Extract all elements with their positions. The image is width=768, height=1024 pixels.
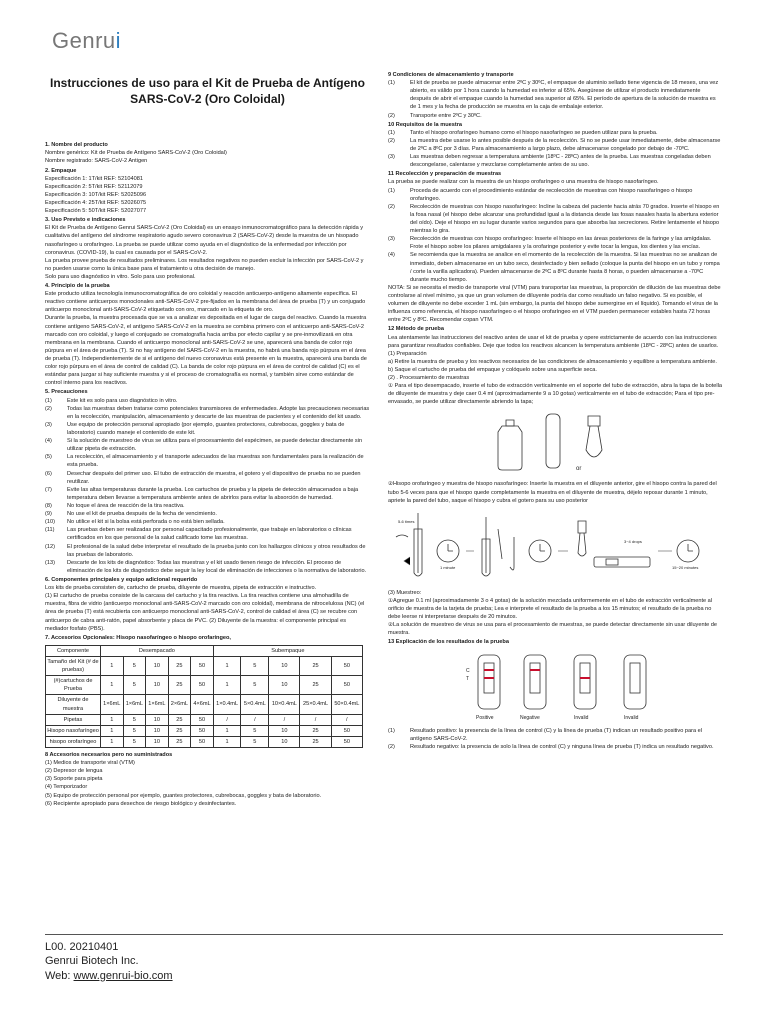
table-cell: 5 <box>241 676 269 695</box>
right-section-2 <box>388 480 722 504</box>
table-header-cell: Componente <box>46 645 101 656</box>
table-cell: 1 <box>213 736 241 747</box>
paragraph: Especificación 3: 10T/kit REF: 52025096 <box>45 191 147 198</box>
section-heading: 4. Principio de la prueba <box>45 283 110 290</box>
paragraph: (2) Depresor de lengua <box>45 768 103 775</box>
paragraph: El Kit de Prueba de Antígeno Genrui SARS-CoV-2 (Oro Coloidal) es un ensayo inmunocromatográfico para la detección rápida y cualitativa del antígeno del síndrome respiratorio agudo severo coronavirus 2 (SARS-CoV-2) desde la muestra de un hisopado nasofaríngeo u orofaríngeo. La prueba se puede utilizar como ayuda en el diagnóstico de la enfermedad por infección por coronavirus. (COVID-19), la cual es causada por el SARS-CoV-2. <box>45 225 364 256</box>
table-cell: 25 <box>300 736 331 747</box>
item-number: (1) <box>388 187 395 194</box>
table-cell: 25 <box>168 714 191 725</box>
table-cell: 50 <box>331 656 362 675</box>
table-cell: 5 <box>123 656 146 675</box>
list-item <box>388 137 722 153</box>
table-cell: Hisopo nasofaríngeo <box>46 725 101 736</box>
paragraph: (1) El cartucho de prueba consiste de la carcasa del cartucho y la tira reactiva. La tira reactiva contiene una almohadilla de muestra, fibra de vidrio (anticuerpo monoclonal anti-SARS-CoV-2 marcado con oro coloidal), membrana de nitrocelulosa (NC) (el área de prueba (T) está recubierta con anticuerpo monoclonal anti-SARS-CoV-2, control de calidad el área (C) se recubre con anticuerpo de cabra anti-ratón, papel absorbente y placa de PVC. (2) Diluyente de la muestra: el componente principal es mediador fosfato (PBS). <box>45 593 365 632</box>
list-item <box>45 526 370 542</box>
turns-label: 5-6 times <box>398 518 415 524</box>
item-number: (4) <box>45 438 52 445</box>
table-cell: 5 <box>123 714 146 725</box>
table-cell: 50×0.4mL <box>331 695 362 714</box>
paragraph: Especificación 4: 25T/kit REF: 52026075 <box>45 199 147 206</box>
paragraph: Solo para uso diagnóstico in vitro. Solo para uso profesional. <box>45 273 196 280</box>
item-text: No toque el área de reacción de la tira reactiva. <box>67 503 185 509</box>
paragraph: La prueba provee prueba de resultados preliminares. Los resultados negativos no pueden excluir la infección por SARS-CoV-2 y no pueden usarse como la única base para el tratamiento u otra decisión de manejo. <box>45 257 364 272</box>
item-text: Use equipo de protección personal apropiado (por ejemplo, guantes protectores, cubrebocas, goggles y bata de laboratorio) cuando maneje el contenido de este kit. <box>67 421 345 437</box>
table-cell: 50 <box>331 736 362 747</box>
item-number: (3) <box>388 236 395 243</box>
table-cell: 25 <box>300 676 331 695</box>
item-text: Se recomienda que la muestra se analice en el momento de la recolección de la muestra. Si las muestras no se analizan de inmediato, deben almacenarse en un tubo seco, desinfectado y bien sellado (coloque la punta del hisopo en un tubo y rompa / corte la varilla aplicadora). Pueden almacenarse de 2ºC a 8ºC durante hasta 8 horas, o pueden almacenarse a -70ºC durante mucho tiempo. <box>410 252 720 283</box>
paragraph: ②La solución de muestreo de virus se usa para el procesamiento de muestras, se puede detectar directamente sin usar diluyente de muestra. <box>388 622 718 637</box>
table-cell: 1 <box>213 656 241 675</box>
list-item <box>388 743 722 751</box>
table-cell: 10 <box>269 725 300 736</box>
paragraph: Nombre genérico: Kit de Prueba de Antígeno SARS-CoV-2 (Oro Coloidal) <box>45 150 227 157</box>
item-text: Transporte entre 2ºC y 30ºC. <box>410 112 482 119</box>
table-cell: / <box>213 714 241 725</box>
item-text: Las muestras deben regresar a temperatura ambiente (18ºC - 28ºC) antes de la prueba. Las muestras congeladas deben descongelarse, calentarse y mezclarse completamente antes de su uso. <box>410 154 711 169</box>
website-line: Web: www.genrui-bio.com <box>45 969 173 982</box>
list-item <box>45 486 370 502</box>
table-cell: 1×0.4mL <box>213 695 241 714</box>
paragraph: Este producto utiliza tecnología inmunocromatográfica de oro coloidal y reacción anticuerpo-antígeno altamente específica. El reactivo contiene anticuerpos monoclonales anti-SARS-CoV-2 pre-fijados en la membrana del área de prueba (T) y un conjugado anticuerpo monoclonal anti-SARS-CoV-2 etiquetado con oro, marcado en la etiqueta de oro. <box>45 291 366 314</box>
table-cell: 1 <box>213 676 241 695</box>
paragraph: NOTA: Si se necesita el medio de transporte viral (VTM) para transportar las muestras, la proporción de dilución de las muestras debe controlarse al nivel mínimo, ya que un gran volumen de diluyente podría dar como resultado un falso negativo. Si es posible, el volumen de diluyente no debe exceder 1 mL (sin embargo, la punta del hisopo debe sumergirse en el líquido). Tomando el virus de la influenza como referencia, el hisopo nasofaríngeo o el hisopo orofaríngeo en el VTM pueden permanecer estables hasta 72 horas entre 2ºC y 8ºC. Recomendar copan VTM. <box>388 284 721 324</box>
item-text: Evite las altas temperaturas durante la prueba. Los cartuchos de prueba y la pipeta de detección almacenados a baja temperatura deben llevarse a temperatura ambiente antes de abrirlos para evitar la absorción de humedad. <box>67 486 359 501</box>
extraction-tube-figure <box>388 410 722 476</box>
list-item <box>388 112 722 120</box>
table-row <box>46 695 363 714</box>
section-heading: 7. Accesorios Opcionales: Hisopo nasofaríngeo o hisopo orofaríngeo, <box>45 634 231 641</box>
paragraph: (5) Equipo de protección personal por ejemplo, guantes protectores, cubrebocas, goggles y bata de laboratorio. <box>45 792 322 799</box>
table-cell: 25 <box>300 725 331 736</box>
item-number: (8) <box>45 503 52 509</box>
item-number: (2) <box>388 112 395 119</box>
item-number: (5) <box>45 454 52 461</box>
table-cell: 10 <box>146 725 169 736</box>
left-after <box>45 751 370 808</box>
paragraph: (4) Temporizador <box>45 784 88 791</box>
table-row <box>46 676 363 695</box>
table-cell: Diluyente de muestra <box>46 695 101 714</box>
table-cell: 1×6mL <box>101 695 124 714</box>
footer <box>45 940 173 983</box>
item-text: Proceda de acuerdo con el procedimiento estándar de recolección de muestras con hisopo nasofaríngeo o hisopo orofaríngeo. <box>410 187 693 202</box>
table-cell: 2×6mL <box>168 695 191 714</box>
table-cell: 4×6mL <box>191 695 214 714</box>
item-number: (13) <box>45 559 55 566</box>
one-minute-label: 1 minute <box>440 564 456 570</box>
table-cell: 25 <box>168 676 191 695</box>
paragraph: ②Hisopo orofaríngeo y muestra de hisopo nasofaríngeo: Inserte la muestra en el diluyente anterior, gire el hisopo contra la pared del tubo 5-6 veces para que el hisopo quede completamente la muestra en el diluyente de muestra, déjelo reposar durante 1 minuto, apriete la pared del tubo, saque el hisopo y cubra el gotero para su uso posterior <box>388 481 717 504</box>
paragraph: (3) Muestreo: <box>388 589 422 596</box>
section-heading: 11 Recolección y preparación de muestras <box>388 171 502 178</box>
table-cell: 5 <box>241 736 269 747</box>
lot-number: L00. 20210401 <box>45 941 119 953</box>
paragraph: La prueba se puede realizar con la muestra de un hisopo orofaríngeo o una muestra de hisopo nasofaríngeo. <box>388 179 659 186</box>
right-section-3 <box>388 589 722 647</box>
table-cell: 1 <box>101 714 124 725</box>
list-item <box>45 421 370 437</box>
table-cell: Pipetas <box>46 714 101 725</box>
table-cell: 5 <box>241 656 269 675</box>
item-number: (2) <box>388 137 395 144</box>
paragraph: a) Retire la muestra de prueba y los reactivos necesarios de las condiciones de almacenamiento y equilibre a temperatura ambiente. <box>388 358 717 365</box>
section-heading: 3. Uso Previsto e indicaciones <box>45 217 126 224</box>
table-cell: / <box>269 714 300 725</box>
item-text: Recolección de muestras con hisopo nasofaríngeo: Incline la cabeza del paciente hacia atrás 70 grados. Inserte el hisopo en la fosa nasal (el hisopo debe alcanzar una profundidad igual a la distancia desde las fosas nasales hasta la abertura exterior del oído). Deje el hisopo en su lugar durante varios segundos para que absorba las secreciones. Retire lentamente el hisopo mientras lo gira. <box>410 203 720 235</box>
table-row <box>46 656 363 675</box>
paragraph: Especificación 2: 5T/kit REF: 52112079 <box>45 183 143 190</box>
result-label: Invalid <box>624 714 639 721</box>
table-cell: 10 <box>146 676 169 695</box>
table-row <box>46 725 363 736</box>
item-text: El profesional de la salud debe interpretar el resultado de la prueba junto con los hallazgos clínicos y otros resultados de las pruebas de laboratorio. <box>67 543 366 558</box>
item-number: (7) <box>45 486 52 493</box>
list-item <box>45 437 370 453</box>
table-cell: 50 <box>331 676 362 695</box>
table-cell: 5 <box>241 725 269 736</box>
table-cell: (#)cartuchos de Prueba <box>46 676 101 695</box>
paragraph: (6) Recipiente apropiado para desechos de riesgo biológico y desinfectantes. <box>45 800 237 807</box>
table-cell: 25×0.4mL <box>300 695 331 714</box>
item-number: (1) <box>45 397 52 404</box>
list-item <box>388 129 722 137</box>
result-label: Negative <box>520 714 540 721</box>
drops-label: 3~4 drops <box>624 538 642 544</box>
item-number: (3) <box>388 154 395 161</box>
list-item <box>45 543 370 559</box>
list-item <box>45 453 370 469</box>
table-cell: 50 <box>191 714 214 725</box>
table-cell: 25 <box>168 736 191 747</box>
section-heading: 9 Condiciones de almacenamiento y transporte <box>388 72 514 78</box>
section-heading: 5. Precauciones <box>45 389 88 396</box>
table-cell: / <box>241 714 269 725</box>
table-cell: 25 <box>168 656 191 675</box>
table-cell: 50 <box>191 656 214 675</box>
list-item <box>45 518 370 526</box>
result-label: Invalid <box>574 714 589 721</box>
table-cell: 25 <box>168 725 191 736</box>
item-text: No utilice el kit si la bolsa está perforada o no está bien sellada. <box>67 519 225 526</box>
table-cell: 10 <box>269 676 300 695</box>
genrui-logo: Genrui <box>52 28 122 53</box>
table-cell: / <box>300 714 331 725</box>
list-item <box>45 559 370 575</box>
item-number: (1) <box>388 727 395 734</box>
table-cell: / <box>331 714 362 725</box>
table-header-cell: Subempaque <box>213 645 362 656</box>
paragraph: Durante la prueba, la muestra procesada que se va a analizar es depositada en el lugar de carga del reactivo. Cuando la muestra contiene antígeno SARS-CoV-2, el antígeno SARS-CoV-2 en la muestra se combina primero con el anticuerpo anti-SARS-CoV-2 marcado con oro coloidal, y luego el conjugado se cromatografía hacia arriba por efecto capilar y se pre-inmovilizará en otra membrana en la membrana. Cuando el anticuerpo monoclonal anti-SARS-CoV-2 se une, aparecerá una banda de color rojo púrpura en el área de prueba (T). Si no hay antígeno del SARS-CoV-2 en la muestra, no habrá una banda rojo púrpura en el área de prueba (T). Independientemente de si el antígeno del nuevo coronavirus está presente en la muestra, aparecerá una banda de color rojo púrpura en el área de control de calidad (C). La banda de color rojo púrpura en el área de control de calidad (C) es el estándar para juzgar si hay suficiente muestra y si el proceso de cromatografía es normal, y también sirve como estándar de control interno para los reactivos. <box>45 315 367 387</box>
item-text: No use el kit de prueba después de la fecha de vencimiento. <box>67 511 217 518</box>
accessories-table <box>45 645 363 748</box>
test-line-label: T <box>466 675 470 682</box>
table-cell: 50 <box>331 725 362 736</box>
table-cell: hisopo orofaríngeo <box>46 736 101 747</box>
list-item <box>45 510 370 518</box>
paragraph: Nombre registrado: SARS-CoV-2 Antigen <box>45 158 148 165</box>
left-body <box>45 141 370 642</box>
table-row <box>46 714 363 725</box>
table-cell: 1 <box>213 725 241 736</box>
table-cell: 1 <box>101 736 124 747</box>
paragraph: Los kits de prueba consisten de, cartucho de prueba, diluyente de muestra, pipeta de extracción e instructivo. <box>45 585 317 592</box>
table-cell: 1 <box>101 656 124 675</box>
list-item <box>388 187 722 203</box>
item-text: Este kit es solo para uso diagnóstico in vitro. <box>67 397 178 404</box>
table-cell: 25 <box>300 656 331 675</box>
company-name: Genrui Biotech Inc. <box>45 955 139 968</box>
item-text: La recolección, el almacenamiento y el transporte adecuados de las muestras son fundamentales para la realización de esta prueba. <box>67 454 364 469</box>
item-text: Tanto el hisopo orofaríngeo humano como el hisopo nasofaríngeo se pueden utilizar para la prueba. <box>410 129 658 136</box>
item-text: Desechar después del primer uso. El tubo de extracción de muestra, el gotero y el dispositivo de prueba no se pueden reutilizar. <box>67 470 361 485</box>
results-figure <box>388 651 722 723</box>
section-heading: 1. Nombre del producto <box>45 142 108 149</box>
table-cell: 50 <box>191 736 214 747</box>
table-cell: 5 <box>123 676 146 695</box>
list-item <box>388 235 722 251</box>
or-label: or <box>576 466 582 473</box>
section-heading: 12 Método de prueba <box>388 326 444 333</box>
table-cell: 5 <box>123 725 146 736</box>
list-item <box>45 502 370 510</box>
table-cell: 1×6mL <box>146 695 169 714</box>
item-text: Si la solución de muestreo de virus se utiliza para el procesamiento del espécimen, se puede detectar directamente sin utilizar pipeta de extracción. <box>67 438 363 453</box>
section-heading: 6. Componentes principales y equipo adicional requerido <box>45 576 198 583</box>
item-text: Resultado positivo: la presencia de la línea de control (C) y la línea de prueba (T) indican un resultado positivo para el antígeno SARS-CoV-2. <box>410 727 702 742</box>
table-cell: 1 <box>101 725 124 736</box>
item-number: (2) <box>388 203 395 210</box>
table-cell: 10 <box>146 736 169 747</box>
table-cell: 10×0.4mL <box>269 695 300 714</box>
paragraph: ①Agregue 0.1 ml (aproximadamente 3 o 4 gotas) de la solución mezclada uniformemente en el tubo de extracción verticalmente al orificio de muestra de la tarjeta de prueba; Lea e interprete el resultado de la prueba a los 15 minutos; el resultado de la prueba no debe leerse ni interpretarse después de 20 minutos. <box>388 597 713 621</box>
result-label: Positive <box>476 714 494 721</box>
section-heading: 13 Explicación de los resultados de la prueba <box>388 639 509 646</box>
left-column <box>45 70 370 808</box>
section-heading: 8 Accesorios necesarios pero no suministrados <box>45 751 173 758</box>
item-number: (1) <box>388 80 395 87</box>
item-text: Descarte de los kits de diagnóstico: Todas las muestras y el kit usado tienen riesgo de infección. El proceso de eliminación de los kits de diagnóstico debe seguir la ley local de eliminación de infecciones o la normativa de laboratorio. <box>67 559 367 574</box>
item-text: Las pruebas deben ser realizadas por personal capacitado profesionalmente, que trabaje en laboratorios o clínicas certificados en los que personal de la salud calificado tome las muestras. <box>67 527 352 542</box>
item-number: (10) <box>45 519 55 526</box>
table-cell: 1×6mL <box>123 695 146 714</box>
website-link[interactable]: www.genrui-bio.com <box>73 969 173 982</box>
item-text: Resultado negativo: la presencia de solo la línea de control (C) y ninguna línea de prueba (T) indica un resultado negativo. <box>410 743 714 750</box>
paragraph: (1) Preparación <box>388 350 427 357</box>
table-cell: 10 <box>269 656 300 675</box>
list-item <box>388 727 722 743</box>
paragraph: Especificación 1: 1T/kit REF: 52104081 <box>45 175 143 182</box>
procedure-figure <box>388 509 722 585</box>
item-number: (3) <box>45 421 52 428</box>
item-number: (2) <box>388 743 395 750</box>
table-cell: 5×0.4mL <box>241 695 269 714</box>
right-section-4 <box>388 727 722 751</box>
paragraph: ① Para el tipo desempacado, inserte el tubo de extracción verticalmente en el soporte del tubo de extracción, abra la tapa de la botella de diluyente de muestra y deje caer 0.4 ml (aproximadamente 9 a 10 gotas) verticalmente en el tubo de extracción; Para el tipo pre-envasado, se puede utilizar directamente abriendo la tapa; <box>388 383 723 406</box>
table-cell: 10 <box>146 714 169 725</box>
control-line-label: C <box>466 667 470 674</box>
section-heading: 10 Requisitos de la muestra <box>388 121 462 128</box>
item-text: Todas las muestras deben tratarse como potenciales transmisores de enfermedades. Adopte las precauciones necesarias en la recolección, manipulación, almacenamiento y descarte de las muestras de pacientes y el contenido del kit usado. <box>67 405 370 420</box>
table-cell: 50 <box>191 725 214 736</box>
item-number: (9) <box>45 511 52 518</box>
item-text: Recolección de muestras con hisopo orofaríngeo: Inserte el hisopo en las áreas posteriores de la faringe y las amígdalas. Frote el hisopo sobre los pilares amigdalares y la orofaringe posterior y evite tocar la lengua, los dientes y las encías. <box>410 236 712 251</box>
table-cell: 1 <box>101 676 124 695</box>
paragraph: (2) . Procesamiento de muestras <box>388 375 470 382</box>
section-heading: 2. Empaque <box>45 167 77 174</box>
paragraph: Especificación 5: 50T/kit REF: 52027077 <box>45 208 147 215</box>
item-text: El kit de prueba se puede almacenar entre 2ºC y 30ºC, el empaque de aluminio sellado tiene vigencia de 18 meses, una vez abierto, es válido por 1 hora cuando la humedad es inferior al 65%. Asegúrese de utilizar el producto inmediatamente después de abrir el empaque cuando la humedad sea superior al 65%. El período de apertura de la solución de muestra es de 1 mes y la fecha de producción se muestra en la caja de embalaje exterior. <box>410 80 719 111</box>
item-number: (2) <box>45 405 52 412</box>
table-cell: 50 <box>191 676 214 695</box>
item-number: (1) <box>388 129 395 136</box>
list-item <box>388 203 722 235</box>
paragraph: Lea atentamente las instrucciones del reactivo antes de usar el kit de prueba y opere estrictamente de acuerdo con las instrucciones para garantizar resultados confiables. Deje que todos los reactivos alcancen la temperatura ambiente (18ºC - 28ºC) antes de usarlos. <box>388 334 719 349</box>
document-title: Instrucciones de uso para el Kit de Prueba de Antígeno SARS-CoV-2 (Oro Coloidal) <box>50 76 365 106</box>
paragraph: (1) Medios de transporte viral (VTM) <box>45 760 135 767</box>
paragraph: b) Saque el cartucho de prueba del empaque y colóquelo sobre una superficie seca. <box>388 366 597 373</box>
table-header-cell: Desempacado <box>101 645 214 656</box>
table-header-row <box>46 645 363 656</box>
table-cell: 10 <box>269 736 300 747</box>
right-column <box>388 70 722 751</box>
table-cell: 5 <box>123 736 146 747</box>
list-item <box>45 405 370 421</box>
table-cell: Tamaño del Kit (# de pruebas) <box>46 656 101 675</box>
list-item <box>388 153 722 169</box>
item-number: (6) <box>45 470 52 477</box>
list-item <box>45 397 370 405</box>
paragraph: (3) Soporte para pipeta <box>45 776 103 783</box>
item-text: La muestra debe usarse lo antes posible después de la recolección. Si no se puede usar inmediatamente, debe almacenarse de 2ºC a 8ºC por 3 días. Para almacenamiento a largo plazo, debe almacenarse congelado por debajo de -70ºC. <box>410 137 721 152</box>
item-number: (12) <box>45 543 55 550</box>
list-item <box>388 79 722 111</box>
list-item <box>388 251 722 283</box>
table-row <box>46 736 363 747</box>
table-cell: 10 <box>146 656 169 675</box>
footer-divider <box>45 934 723 935</box>
item-number: (4) <box>388 252 395 259</box>
item-number: (11) <box>45 527 55 534</box>
list-item <box>45 470 370 486</box>
right-section-1 <box>388 71 722 406</box>
minutes-label: 15~20 minutes <box>672 564 699 570</box>
